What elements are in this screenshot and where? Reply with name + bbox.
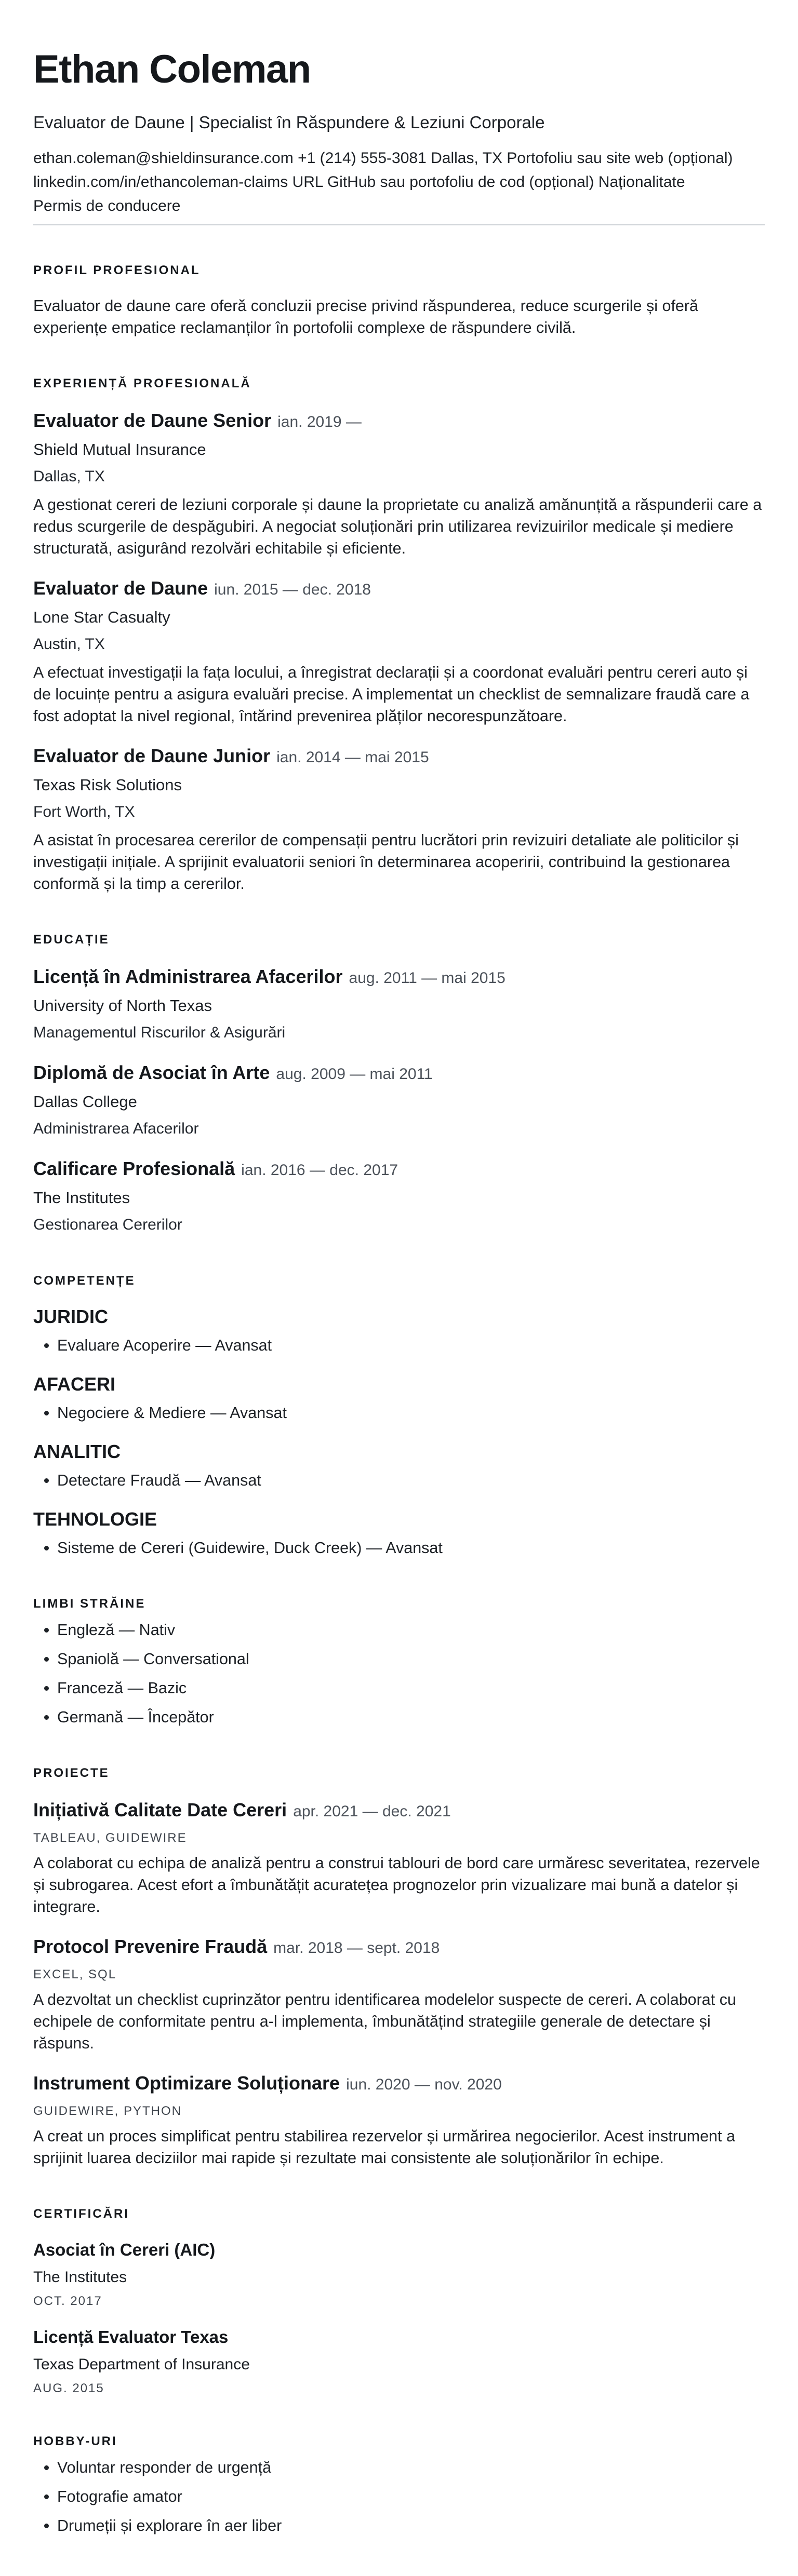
job-company: Shield Mutual Insurance bbox=[33, 440, 206, 458]
hobby-item: • Voluntar responder de urgență bbox=[57, 2457, 765, 2478]
job-title-row bbox=[33, 577, 765, 601]
project-title: Protocol Prevenire Fraudă bbox=[33, 1936, 268, 1957]
section-title: CERTIFICĂRI bbox=[33, 2207, 129, 2221]
job-date: iun. 2015 — dec. 2018 bbox=[214, 581, 371, 598]
language-item: • Engleză — Nativ bbox=[57, 1619, 765, 1641]
section-languages bbox=[33, 1596, 765, 1728]
section-certifications bbox=[33, 2206, 765, 2396]
section-title: LIMBI STRĂINE bbox=[33, 1597, 146, 1611]
project-stack: TABLEAU, GUIDEWIRE bbox=[33, 1831, 187, 1845]
certification-entry bbox=[33, 2327, 765, 2396]
job-date: ian. 2019 — bbox=[277, 413, 362, 430]
section-profile bbox=[33, 263, 765, 339]
skills-group bbox=[33, 1374, 765, 1424]
contact-item: +1 (214) 555-3081 bbox=[298, 150, 427, 167]
section-experience bbox=[33, 376, 765, 895]
project-date: iun. 2020 — nov. 2020 bbox=[346, 2076, 502, 2093]
skills-list bbox=[33, 1402, 765, 1424]
skills-list bbox=[33, 1334, 765, 1356]
skills-group bbox=[33, 1306, 765, 1356]
contact-line bbox=[33, 146, 765, 170]
degree-title: Calificare Profesională bbox=[33, 1158, 235, 1179]
degree-title: Licență în Administrarea Afacerilor bbox=[33, 966, 343, 987]
field-of-study: Gestionarea Cererilor bbox=[33, 1216, 182, 1233]
project-description: A dezvoltat un checklist cuprinzător pentru identificarea modelelor suspecte de cereri. A colaborat cu echipele de conformitate pentru a-l implementa, îmbunătățind strategiile generale de detectare și răspuns. bbox=[33, 1991, 736, 2052]
section-projects bbox=[33, 1765, 765, 2169]
certification-issuer: Texas Department of Insurance bbox=[33, 2356, 250, 2373]
job-location: Fort Worth, TX bbox=[33, 803, 135, 820]
contact-item: linkedin.com/in/ethancoleman-claims bbox=[33, 173, 288, 191]
project-title-row bbox=[33, 1799, 765, 1823]
school-name: Dallas College bbox=[33, 1093, 137, 1111]
contact-line bbox=[33, 194, 765, 218]
section-title: EDUCAȚIE bbox=[33, 933, 110, 947]
headline-subtitle: Evaluator de Daune | Specialist în Răspundere & Leziuni Corporale bbox=[33, 113, 545, 132]
field-of-study: Managementul Riscurilor & Asigurări bbox=[33, 1024, 286, 1041]
skills-category: ANALITIC bbox=[33, 1441, 121, 1462]
degree-date: aug. 2009 — mai 2011 bbox=[276, 1066, 433, 1083]
job-description: A efectuat investigații la fața locului, a înregistrat declarații și a coordonat evaluări pentru cereri auto și de locuințe pentru a asigura evaluări precise. A implementat un checklist de semnalizare fraudă care a fost adoptat la nivel regional, întărind prevenirea plăților necorespunzătoare. bbox=[33, 664, 750, 725]
job-entry bbox=[33, 745, 765, 895]
skill-item: • Negociere & Mediere — Avansat bbox=[57, 1402, 765, 1424]
skills-group bbox=[33, 1441, 765, 1491]
school-name: The Institutes bbox=[33, 1189, 130, 1207]
certification-date: AUG. 2015 bbox=[33, 2381, 104, 2395]
skills-category: AFACERI bbox=[33, 1373, 116, 1395]
section-title: EXPERIENȚĂ PROFESIONALĂ bbox=[33, 376, 251, 390]
job-title-row bbox=[33, 745, 765, 769]
section-title: PROIECTE bbox=[33, 1766, 110, 1780]
project-entry bbox=[33, 2072, 765, 2169]
certification-entry bbox=[33, 2240, 765, 2309]
job-date: ian. 2014 — mai 2015 bbox=[276, 749, 429, 766]
contact-item: Dallas, TX bbox=[431, 150, 502, 167]
job-company: Lone Star Casualty bbox=[33, 608, 170, 626]
contact-block bbox=[33, 146, 765, 218]
project-date: apr. 2021 — dec. 2021 bbox=[293, 1803, 451, 1820]
degree-title-row bbox=[33, 965, 765, 990]
project-stack: GUIDEWIRE, PYTHON bbox=[33, 2104, 182, 2118]
skill-item: • Detectare Fraudă — Avansat bbox=[57, 1469, 765, 1491]
job-description: A gestionat cereri de leziuni corporale și daune la proprietate cu analiză amănunțită a răspunderii care a redus scurgerile de despăgubiri. A negociat soluționări prin utilizarea revizuirilor medicale și mediere structurată, asigurând rezolvări echitabile și eficiente. bbox=[33, 496, 762, 557]
hobby-item: • Fotografie amator bbox=[57, 2486, 765, 2507]
contact-item: URL GitHub sau portofoliu de cod (opțional) bbox=[292, 173, 594, 191]
contact-item: Portofoliu sau site web (opțional) bbox=[507, 150, 733, 167]
hobbies-list bbox=[33, 2457, 765, 2537]
header-divider bbox=[33, 224, 765, 225]
skills-group bbox=[33, 1509, 765, 1559]
hobby-item: • Drumeții și explorare în aer liber bbox=[57, 2515, 765, 2537]
resume-header bbox=[33, 48, 765, 225]
section-hobbies bbox=[33, 2434, 765, 2537]
degree-date: ian. 2016 — dec. 2017 bbox=[241, 1162, 398, 1179]
page-title: Ethan Coleman bbox=[33, 47, 311, 91]
certification-name: Asociat în Cereri (AIC) bbox=[33, 2240, 216, 2259]
certification-name: Licență Evaluator Texas bbox=[33, 2327, 229, 2346]
job-location: Austin, TX bbox=[33, 636, 105, 653]
section-title: PROFIL PROFESIONAL bbox=[33, 263, 201, 277]
languages-list bbox=[33, 1619, 765, 1728]
school-name: University of North Texas bbox=[33, 996, 212, 1015]
section-skills bbox=[33, 1273, 765, 1559]
job-description: A asistat în procesarea cererilor de compensații pentru lucrători prin revizuiri detaliate ale politicilor și investigații inițiale. A sprijinit evaluatorii seniori în determinarea acoperirii, contribuind la gestionarea conformă și la timp a cererilor. bbox=[33, 831, 739, 893]
degree-title-row bbox=[33, 1061, 765, 1086]
contact-line bbox=[33, 170, 765, 194]
degree-title-row bbox=[33, 1157, 765, 1182]
section-education bbox=[33, 932, 765, 1236]
skill-item: • Sisteme de Cereri (Guidewire, Duck Creek) — Avansat bbox=[57, 1537, 765, 1559]
degree-title: Diplomă de Asociat în Arte bbox=[33, 1062, 270, 1083]
job-title: Evaluator de Daune Junior bbox=[33, 745, 271, 766]
job-entry bbox=[33, 409, 765, 559]
skills-list bbox=[33, 1469, 765, 1491]
skills-category: TEHNOLOGIE bbox=[33, 1508, 157, 1530]
project-title: Instrument Optimizare Soluționare bbox=[33, 2072, 340, 2094]
project-title-row bbox=[33, 2072, 765, 2096]
certification-date: OCT. 2017 bbox=[33, 2294, 102, 2308]
language-item: • Spaniolă — Conversational bbox=[57, 1648, 765, 1670]
project-title: Inițiativă Calitate Date Cereri bbox=[33, 1799, 287, 1820]
contact-item: ethan.coleman@shieldinsurance.com bbox=[33, 150, 294, 167]
skills-list bbox=[33, 1537, 765, 1559]
field-of-study: Administrarea Afacerilor bbox=[33, 1120, 199, 1137]
section-title: COMPETENȚE bbox=[33, 1274, 136, 1288]
skill-item: • Evaluare Acoperire — Avansat bbox=[57, 1334, 765, 1356]
job-entry bbox=[33, 577, 765, 727]
job-title: Evaluator de Daune Senior bbox=[33, 410, 272, 431]
project-description: A colaborat cu echipa de analiză pentru a construi tablouri de bord care urmăresc severitatea, rezervele și subrogarea. Acest efort a îmbunătățit acuratețea prognozelor prin vizualizare mai bună a datelor și integrare. bbox=[33, 1854, 760, 1916]
job-title: Evaluator de Daune bbox=[33, 577, 208, 599]
certification-issuer: The Institutes bbox=[33, 2269, 127, 2286]
contact-item: Naționalitate bbox=[598, 173, 685, 191]
degree-date: aug. 2011 — mai 2015 bbox=[349, 969, 506, 987]
job-title-row bbox=[33, 409, 765, 434]
contact-item: Permis de conducere bbox=[33, 197, 181, 214]
project-stack: EXCEL, SQL bbox=[33, 1967, 117, 1981]
education-entry bbox=[33, 1061, 765, 1140]
language-item: • Germană — Începător bbox=[57, 1706, 765, 1728]
project-entry bbox=[33, 1935, 765, 2054]
project-entry bbox=[33, 1799, 765, 1918]
profile-text: Evaluator de daune care oferă concluzii precise privind răspunderea, reduce scurgerile și oferă experiențe empatice reclamanților în portofolii complexe de răspundere civilă. bbox=[33, 297, 699, 336]
skills-category: JURIDIC bbox=[33, 1306, 109, 1327]
project-title-row bbox=[33, 1935, 765, 1960]
job-location: Dallas, TX bbox=[33, 468, 105, 485]
project-description: A creat un proces simplificat pentru stabilirea rezervelor și urmărirea negocierilor. Acest instrument a sprijinit luarea deciziilor mai rapide și rezultate mai consistente ale soluționărilor în echipe. bbox=[33, 2127, 736, 2167]
section-title: HOBBY-URI bbox=[33, 2434, 117, 2448]
project-date: mar. 2018 — sept. 2018 bbox=[273, 1939, 440, 1957]
language-item: • Franceză — Bazic bbox=[57, 1677, 765, 1699]
education-entry bbox=[33, 965, 765, 1044]
job-company: Texas Risk Solutions bbox=[33, 776, 182, 794]
education-entry bbox=[33, 1157, 765, 1236]
